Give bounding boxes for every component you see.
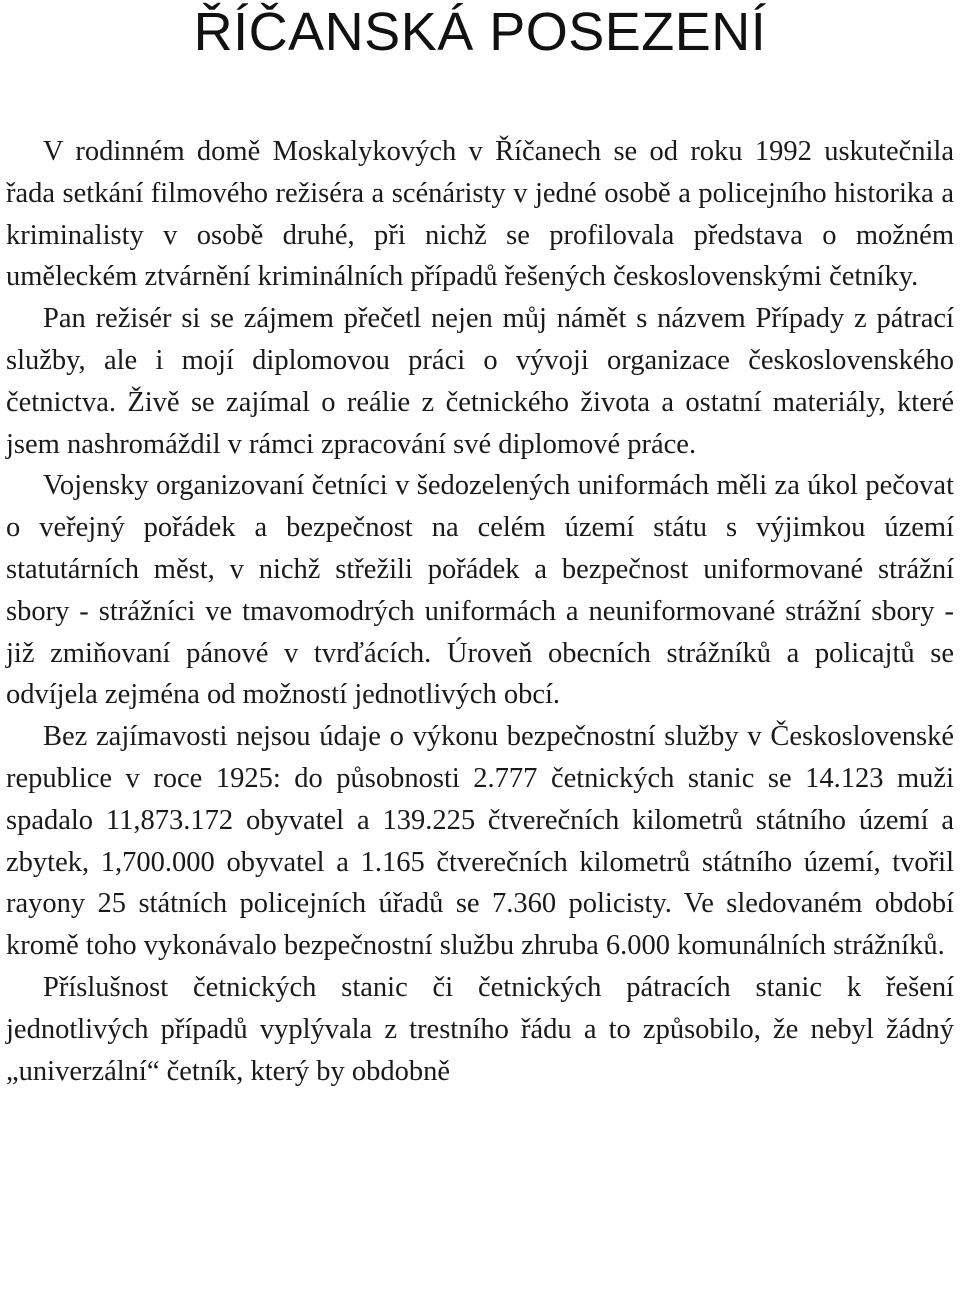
paragraph-5: Příslušnost četnických stanic či četnických pátracích stanic k řešení jednotlivých případů vyplývala z trestního řádu a to způsobilo, že nebyl žádný „univerzální“ četník, který by obdobně [6, 971, 954, 1087]
paragraph-2: Pan režisér si se zájmem přečetl nejen můj námět s názvem Případy z pátrací služby, ale i mojí diplomovou práci o vývoji organizace československého četnictva. Živě se zajímal o reálie z četnického života a ostatní materiály, které jsem nashromáždil v rámci zpracování své diplomové práce. [6, 303, 954, 460]
page-title: ŘÍČANSKÁ POSEZENÍ [193, 2, 767, 62]
paragraph-1: V rodinném domě Moskalykových v Říčanech se od roku 1992 uskutečnila řada setkání filmového režiséra a scénáristy v jedné osobě a policejního historika a kriminalisty v osobě druhé, při nichž se profilovala představa o možném uměleckém ztvárnění kriminálních případů řešených československými četníky. [6, 136, 954, 293]
paragraph-4: Bez zajímavosti nejsou údaje o výkonu bezpečnostní služby v Československé republice v roce 1925: do působnosti 2.777 četnických stanic se 14.123 muži spadalo 11,873.172 obyvatel a 139.225 čtverečních kilometrů státního území a zbytek, 1,700.000 obyvatel a 1.165 čtverečních kilometrů státního území, tvořil rayony 25 státních policejních úřadů se 7.360 policisty. Ve sledovaném období kromě toho vykonávalo bezpečnostní službu zhruba 6.000 komunálních strážníků. [6, 721, 954, 962]
body-text [6, 131, 954, 1092]
paragraph-3: Vojensky organizovaní četníci v šedozelených uniformách měli za úkol pečovat o veřejný pořádek a bezpečnost na celém území státu s výjimkou území statutárních měst, v nichž střežili pořádek a bezpečnost uniformované strážní sbory - strážníci ve tmavomodrých uniformách a neuniformované strážní sbory - již zmiňovaní pánové v tvrďácích. Úroveň obecních strážníků a policajtů se odvíjela zejména od možností jednotlivých obcí. [6, 470, 954, 711]
